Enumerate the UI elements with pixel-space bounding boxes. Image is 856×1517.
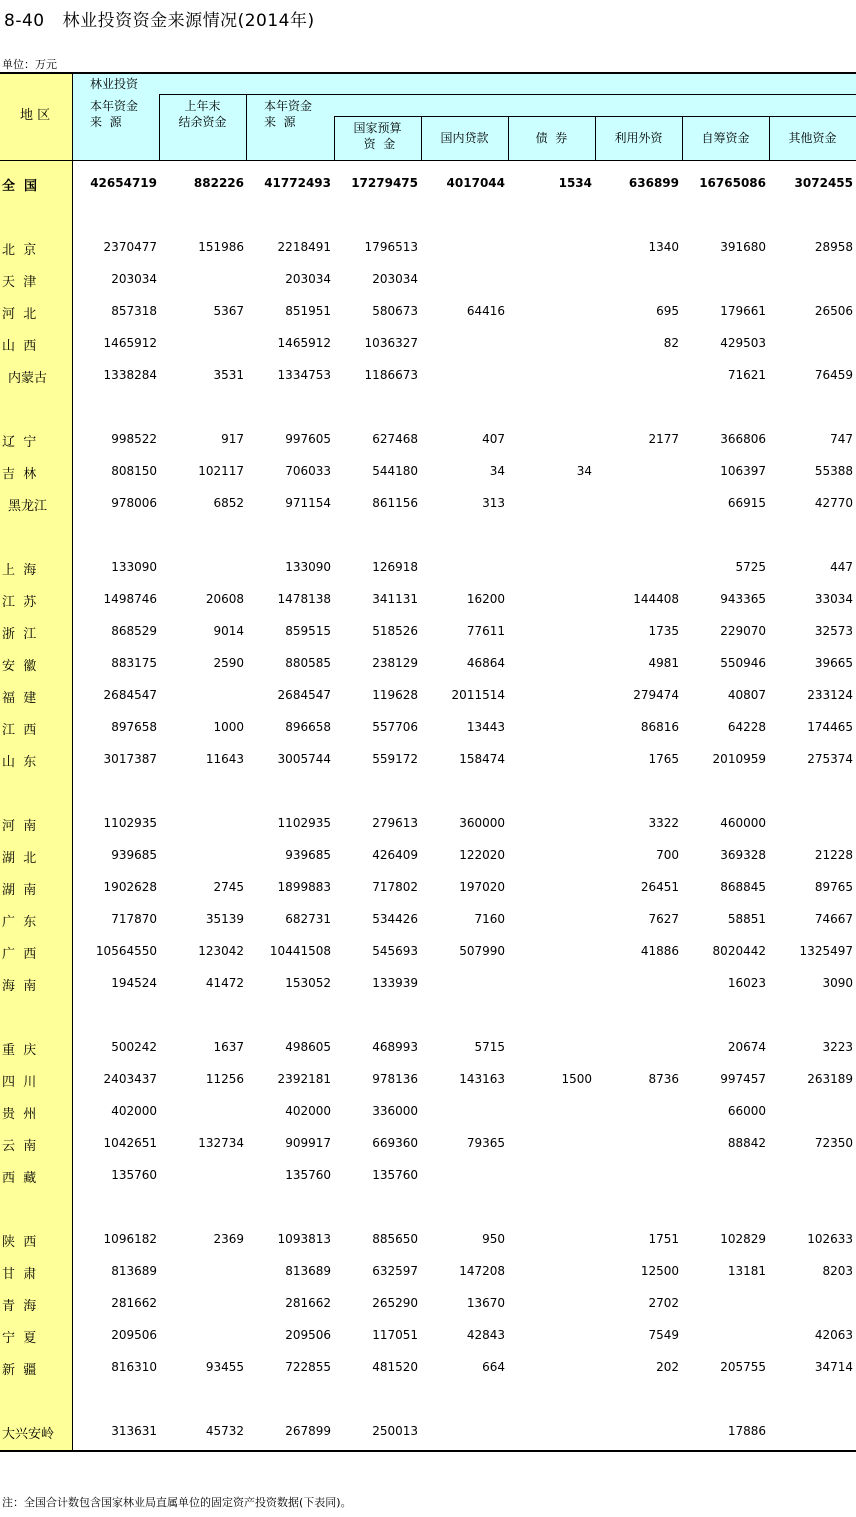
table-cell: 13670 [466, 1296, 505, 1310]
table-cell: 1751 [648, 1232, 679, 1246]
table-cell: 682731 [285, 912, 331, 926]
table-cell: 8020442 [712, 944, 766, 958]
table-cell: 229070 [720, 624, 766, 638]
row-region-label: 福 建 [2, 691, 37, 706]
table-cell: 468993 [372, 1040, 418, 1054]
table-cell: 119628 [372, 688, 418, 702]
table-cell: 77611 [466, 624, 505, 638]
table-cell: 238129 [372, 656, 418, 670]
table-cell: 143163 [459, 1072, 505, 1086]
table-cell: 76459 [814, 368, 853, 382]
table-cell: 16023 [727, 976, 766, 990]
table-cell: 203034 [285, 272, 331, 286]
table-cell: 7549 [648, 1328, 679, 1342]
table-cell: 1902628 [103, 880, 157, 894]
table-cell: 1735 [648, 624, 679, 638]
table-cell: 45732 [205, 1424, 244, 1438]
table-cell: 20608 [205, 592, 244, 606]
table-cell: 41886 [640, 944, 679, 958]
header-carryover: 上年末 结余资金 [178, 99, 227, 129]
row-region-label: 内蒙古 [8, 371, 48, 386]
header-total: 本年资金 来 源 [90, 99, 139, 129]
header-bonds: 债 券 [535, 131, 568, 145]
table-cell: 123042 [198, 944, 244, 958]
table-cell: 209506 [285, 1328, 331, 1342]
table-cell: 34 [489, 464, 505, 478]
header-group-top: 林业投资 [90, 77, 139, 91]
table-cell: 545693 [372, 944, 418, 958]
row-region-label: 山 西 [2, 339, 37, 354]
table-cell: 700 [656, 848, 679, 862]
row-region-label: 吉 林 [2, 467, 37, 482]
table-cell: 627468 [372, 432, 418, 446]
row-region-label: 广 西 [2, 947, 37, 962]
table-cell: 26506 [814, 304, 853, 318]
table-cell: 126918 [372, 560, 418, 574]
table-cell: 882226 [193, 176, 244, 190]
table-cell: 885650 [372, 1232, 418, 1246]
table-cell: 939685 [285, 848, 331, 862]
table-cell: 939685 [111, 848, 157, 862]
table-cell: 559172 [372, 752, 418, 766]
row-region-label: 辽 宁 [2, 435, 37, 450]
table-cell: 5725 [735, 560, 766, 574]
table-cell: 896658 [285, 720, 331, 734]
table-cell: 64228 [727, 720, 766, 734]
row-region-label: 云 南 [2, 1139, 37, 1154]
table-cell: 2011514 [451, 688, 505, 702]
row-region-label: 贵 州 [2, 1107, 37, 1122]
table-cell: 153052 [285, 976, 331, 990]
table-cell: 2369 [213, 1232, 244, 1246]
table-cell: 1465912 [277, 336, 331, 350]
row-region-label: 江 西 [2, 723, 37, 738]
table-cell: 28958 [814, 240, 853, 254]
row-region-label: 西 藏 [2, 1171, 37, 1186]
table-cell: 429503 [720, 336, 766, 350]
table-cell: 6852 [213, 496, 244, 510]
table-cell: 89765 [814, 880, 853, 894]
table-cell: 281662 [111, 1296, 157, 1310]
table-cell: 17279475 [351, 176, 418, 190]
table-cell: 722855 [285, 1360, 331, 1374]
table-cell: 72350 [814, 1136, 853, 1150]
table-cell: 978006 [111, 496, 157, 510]
table-cell: 42063 [814, 1328, 853, 1342]
table-cell: 706033 [285, 464, 331, 478]
table-cell: 1096182 [103, 1232, 157, 1246]
table-cell: 21228 [814, 848, 853, 862]
table-cell: 135760 [111, 1168, 157, 1182]
row-region-label: 陕 西 [2, 1235, 37, 1250]
table-cell: 998522 [111, 432, 157, 446]
row-region-label: 甘 肃 [2, 1267, 37, 1282]
table-cell: 102633 [807, 1232, 853, 1246]
table-cell: 360000 [459, 816, 505, 830]
table-cell: 518526 [372, 624, 418, 638]
table-cell: 202 [656, 1360, 679, 1374]
table-cell: 64416 [466, 304, 505, 318]
table-cell: 664 [482, 1360, 505, 1374]
row-region-label: 青 海 [2, 1299, 37, 1314]
table-cell: 447 [830, 560, 853, 574]
table-cell: 194524 [111, 976, 157, 990]
table-cell: 1186673 [364, 368, 418, 382]
table-cell: 868529 [111, 624, 157, 638]
table-cell: 669360 [372, 1136, 418, 1150]
table-cell: 544180 [372, 464, 418, 478]
table-cell: 33034 [814, 592, 853, 606]
table-cell: 747 [830, 432, 853, 446]
table-cell: 2684547 [277, 688, 331, 702]
table-cell: 2177 [648, 432, 679, 446]
table-cell: 66000 [727, 1104, 766, 1118]
table-cell: 481520 [372, 1360, 418, 1374]
table-cell: 151986 [198, 240, 244, 254]
header-bottom-rule [0, 160, 856, 161]
table-cell: 557706 [372, 720, 418, 734]
table-cell: 391680 [720, 240, 766, 254]
table-cell: 86816 [640, 720, 679, 734]
table-cell: 402000 [111, 1104, 157, 1118]
header-self-raised: 自筹资金 [701, 131, 750, 145]
table-cell: 1325497 [799, 944, 853, 958]
table-cell: 857318 [111, 304, 157, 318]
table-cell: 2745 [213, 880, 244, 894]
table-cell: 233124 [807, 688, 853, 702]
table-cell: 1765 [648, 752, 679, 766]
table-cell: 8736 [648, 1072, 679, 1086]
table-cell: 197020 [459, 880, 505, 894]
table-cell: 813689 [111, 1264, 157, 1278]
table-cell: 313631 [111, 1424, 157, 1438]
table-cell: 135760 [372, 1168, 418, 1182]
table-cell: 978136 [372, 1072, 418, 1086]
table-cell: 2403437 [103, 1072, 157, 1086]
row-region-label: 安 徽 [2, 659, 37, 674]
table-cell: 580673 [372, 304, 418, 318]
header-current-sources: 本年资金 来 源 [264, 99, 313, 129]
table-cell: 950 [482, 1232, 505, 1246]
table-cell: 17886 [727, 1424, 766, 1438]
table-cell: 534426 [372, 912, 418, 926]
table-cell: 717870 [111, 912, 157, 926]
row-region-label: 广 东 [2, 915, 37, 930]
table-cell: 971154 [285, 496, 331, 510]
header-region: 地 区 [20, 108, 51, 123]
header-foreign: 利用外资 [614, 131, 663, 145]
table-cell: 133090 [285, 560, 331, 574]
table-cell: 460000 [720, 816, 766, 830]
table-cell: 917 [221, 432, 244, 446]
table-cell: 1036327 [364, 336, 418, 350]
row-region-label: 北 京 [2, 243, 37, 258]
table-cell: 158474 [459, 752, 505, 766]
table-cell: 135760 [285, 1168, 331, 1182]
table-cell: 205755 [720, 1360, 766, 1374]
row-region-label: 河 北 [2, 307, 37, 322]
table-cell: 32573 [814, 624, 853, 638]
table-cell: 341131 [372, 592, 418, 606]
table-cell: 42843 [466, 1328, 505, 1342]
table-cell: 2392181 [277, 1072, 331, 1086]
table-cell: 868845 [720, 880, 766, 894]
table-cell: 3072455 [794, 176, 853, 190]
table-cell: 279613 [372, 816, 418, 830]
table-cell: 133090 [111, 560, 157, 574]
table-cell: 407 [482, 432, 505, 446]
row-region-label: 湖 南 [2, 883, 37, 898]
table-cell: 13181 [727, 1264, 766, 1278]
table-cell: 147208 [459, 1264, 505, 1278]
table-cell: 93455 [205, 1360, 244, 1374]
table-cell: 2684547 [103, 688, 157, 702]
table-cell: 106397 [720, 464, 766, 478]
table-cell: 275374 [807, 752, 853, 766]
table-cell: 12500 [640, 1264, 679, 1278]
table-cell: 281662 [285, 1296, 331, 1310]
table-cell: 1093813 [277, 1232, 331, 1246]
row-region-label: 宁 夏 [2, 1331, 37, 1346]
table-number: 8-40 [4, 11, 45, 31]
unit-label: 单位：万元 [2, 58, 57, 71]
table-cell: 71621 [727, 368, 766, 382]
table-cell: 79365 [466, 1136, 505, 1150]
table-cell: 102117 [198, 464, 244, 478]
table-cell: 82 [663, 336, 679, 350]
table-cell: 1796513 [364, 240, 418, 254]
table-cell: 42654719 [90, 176, 157, 190]
table-cell: 41772493 [264, 176, 331, 190]
row-region-label: 新 疆 [2, 1363, 37, 1378]
row-region-label: 天 津 [2, 275, 37, 290]
table-title [4, 6, 315, 31]
table-cell: 117051 [372, 1328, 418, 1342]
table-cell: 9014 [213, 624, 244, 638]
table-cell: 102829 [720, 1232, 766, 1246]
table-cell: 3223 [822, 1040, 853, 1054]
table-cell: 1478138 [277, 592, 331, 606]
top-rule [0, 72, 856, 74]
table-cell: 5367 [213, 304, 244, 318]
header-domestic-loans: 国内贷款 [440, 131, 489, 145]
table-cell: 55388 [814, 464, 853, 478]
row-region-label: 浙 江 [2, 627, 37, 642]
table-cell: 500242 [111, 1040, 157, 1054]
table-cell: 897658 [111, 720, 157, 734]
table-cell: 26451 [640, 880, 679, 894]
table-cell: 507990 [459, 944, 505, 958]
group-rule [159, 94, 856, 95]
table-cell: 34714 [814, 1360, 853, 1374]
table-cell: 174465 [807, 720, 853, 734]
row-region-label: 黑龙江 [8, 499, 48, 514]
row-region-label: 河 南 [2, 819, 37, 834]
table-cell: 263189 [807, 1072, 853, 1086]
table-cell: 1500 [561, 1072, 592, 1086]
table-cell: 179661 [720, 304, 766, 318]
table-title-text: 林业投资资金来源情况(2014年) [62, 11, 315, 31]
table-cell: 8203 [822, 1264, 853, 1278]
table-cell: 1000 [213, 720, 244, 734]
table-cell: 10441508 [269, 944, 331, 958]
table-cell: 11643 [205, 752, 244, 766]
table-cell: 1042651 [103, 1136, 157, 1150]
table-cell: 20674 [727, 1040, 766, 1054]
row-region-label: 大兴安岭 [2, 1427, 55, 1442]
header-other: 其他资金 [788, 131, 837, 145]
table-cell: 88842 [727, 1136, 766, 1150]
table-cell: 40807 [727, 688, 766, 702]
table-cell: 861156 [372, 496, 418, 510]
table-cell: 816310 [111, 1360, 157, 1374]
table-cell: 16200 [466, 592, 505, 606]
footnote: 注：全国合计数包含国家林业局直属单位的固定资产投资数据(下表同)。 [2, 1496, 352, 1509]
table-cell: 883175 [111, 656, 157, 670]
table-cell: 2218491 [277, 240, 331, 254]
row-region-label: 湖 北 [2, 851, 37, 866]
header-divider [246, 94, 247, 160]
table-cell: 4017044 [446, 176, 505, 190]
table-cell: 46864 [466, 656, 505, 670]
row-region-label: 重 庆 [2, 1043, 37, 1058]
table-cell: 203034 [372, 272, 418, 286]
table-cell: 369328 [720, 848, 766, 862]
table-cell: 4981 [648, 656, 679, 670]
table-cell: 813689 [285, 1264, 331, 1278]
table-cell: 1340 [648, 240, 679, 254]
table-cell: 636899 [628, 176, 679, 190]
table-cell: 880585 [285, 656, 331, 670]
table-cell: 5715 [474, 1040, 505, 1054]
table-cell: 58851 [727, 912, 766, 926]
table-cell: 13443 [466, 720, 505, 734]
row-region-label: 山 东 [2, 755, 37, 770]
table-cell: 34 [576, 464, 592, 478]
table-cell: 2590 [213, 656, 244, 670]
table-cell: 7627 [648, 912, 679, 926]
header-state-budget: 国家预算 资 金 [353, 121, 402, 151]
bottom-rule [0, 1450, 856, 1452]
table-cell: 1334753 [277, 368, 331, 382]
table-cell: 498605 [285, 1040, 331, 1054]
table-cell: 39665 [814, 656, 853, 670]
table-cell: 1102935 [277, 816, 331, 830]
table-cell: 851951 [285, 304, 331, 318]
table-cell: 7160 [474, 912, 505, 926]
table-cell: 313 [482, 496, 505, 510]
table-cell: 632597 [372, 1264, 418, 1278]
table-cell: 41472 [205, 976, 244, 990]
table-cell: 3531 [213, 368, 244, 382]
table-cell: 1102935 [103, 816, 157, 830]
row-region-label: 江 苏 [2, 595, 37, 610]
table-cell: 3322 [648, 816, 679, 830]
table-cell: 133939 [372, 976, 418, 990]
table-cell: 16765086 [699, 176, 766, 190]
table-cell: 10564550 [95, 944, 157, 958]
table-cell: 1637 [213, 1040, 244, 1054]
table-cell: 2370477 [103, 240, 157, 254]
table-cell: 35139 [205, 912, 244, 926]
table-cell: 250013 [372, 1424, 418, 1438]
table-cell: 3017387 [103, 752, 157, 766]
table-cell: 1498746 [103, 592, 157, 606]
table-cell: 265290 [372, 1296, 418, 1310]
table-cell: 1899883 [277, 880, 331, 894]
table-cell: 267899 [285, 1424, 331, 1438]
table-cell: 1534 [558, 176, 592, 190]
table-cell: 859515 [285, 624, 331, 638]
table-cell: 943365 [720, 592, 766, 606]
row-region-label: 全 国 [2, 179, 38, 194]
table-cell: 3090 [822, 976, 853, 990]
table-cell: 1465912 [103, 336, 157, 350]
table-cell: 366806 [720, 432, 766, 446]
table-cell: 279474 [633, 688, 679, 702]
table-cell: 74667 [814, 912, 853, 926]
row-region-label: 海 南 [2, 979, 37, 994]
table-cell: 2010959 [712, 752, 766, 766]
table-cell: 402000 [285, 1104, 331, 1118]
row-region-label: 四 川 [2, 1075, 37, 1090]
table-cell: 144408 [633, 592, 679, 606]
table-cell: 1338284 [103, 368, 157, 382]
table-cell: 209506 [111, 1328, 157, 1342]
table-cell: 122020 [459, 848, 505, 862]
table-cell: 336000 [372, 1104, 418, 1118]
table-cell: 909917 [285, 1136, 331, 1150]
table-cell: 3005744 [277, 752, 331, 766]
table-cell: 132734 [198, 1136, 244, 1150]
table-cell: 2702 [648, 1296, 679, 1310]
table-cell: 11256 [205, 1072, 244, 1086]
table-cell: 203034 [111, 272, 157, 286]
table-cell: 66915 [727, 496, 766, 510]
table-cell: 717802 [372, 880, 418, 894]
table-cell: 808150 [111, 464, 157, 478]
table-cell: 997457 [720, 1072, 766, 1086]
table-cell: 997605 [285, 432, 331, 446]
table-cell: 426409 [372, 848, 418, 862]
row-region-label: 上 海 [2, 563, 37, 578]
table-cell: 42770 [814, 496, 853, 510]
table-cell: 695 [656, 304, 679, 318]
table-cell: 550946 [720, 656, 766, 670]
